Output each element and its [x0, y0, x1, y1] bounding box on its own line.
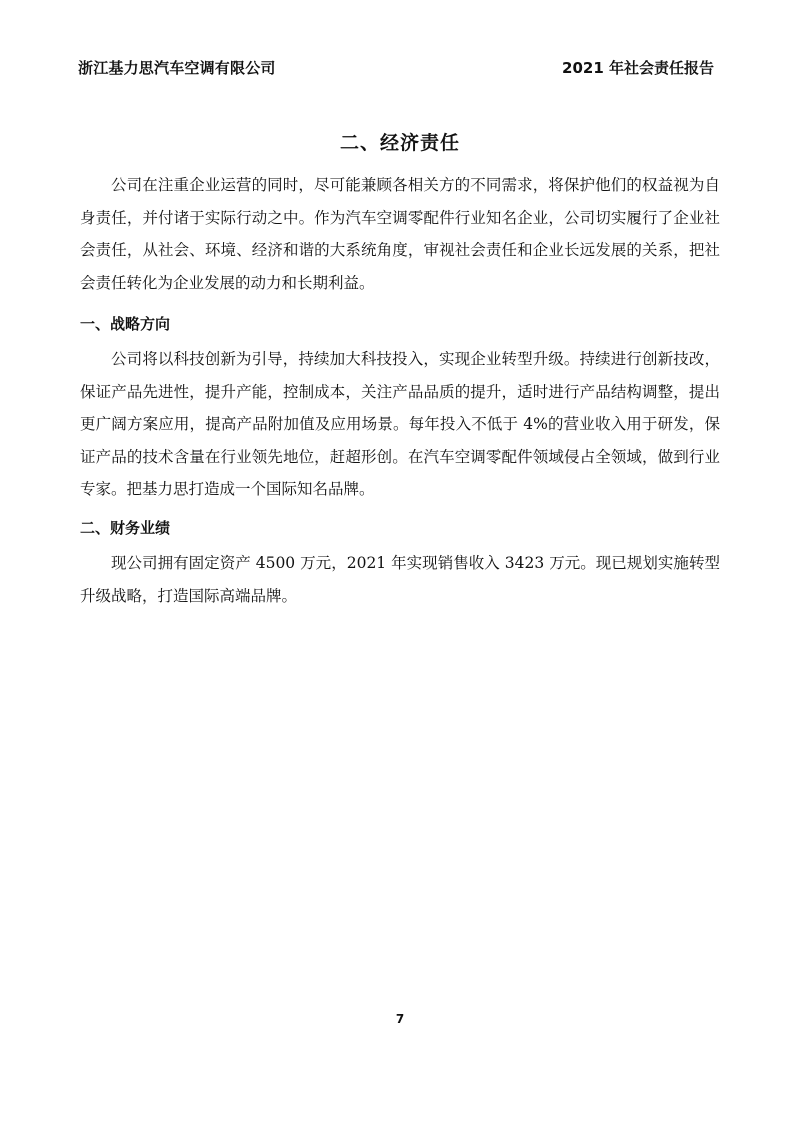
header-company-name: 浙江基力思汽车空调有限公司: [78, 59, 276, 77]
header-report-title: 2021 年社会责任报告: [562, 59, 714, 77]
page-title: 二、经济责任: [339, 132, 460, 154]
section-body-finance: 现公司拥有固定资产 4500 万元，2021 年实现销售收入 3423 万元。现已规划实施转型升级战略，打造国际高端品牌。: [80, 554, 720, 605]
intro-paragraph: 公司在注重企业运营的同时，尽可能兼顾各相关方的不同需求，将保护他们的权益视为自身责任，并付诸于实际行动之中。作为汽车空调零配件行业知名企业，公司切实履行了企业社会责任，从社会、环境、经济和谐的大系统角度，审视社会责任和企业长远发展的关系，把社会责任转化为企业发展的动力和长期利益。: [80, 176, 720, 292]
section-heading-strategy: 一、战略方向: [80, 315, 171, 333]
section-heading-finance: 二、财务业绩: [80, 519, 171, 537]
section-body-strategy: 公司将以科技创新为引导，持续加大科技投入，实现企业转型升级。持续进行创新技改，保证产品先进性，提升产能，控制成本，关注产品品质的提升，适时进行产品结构调整，提出更广阔方案应用，提高产品附加值及应用场景。每年投入不低于 4%的营业收入用于研发，保证产品的技术含量在行业领先地位，赶超形创。在汽车空调零配件领域侵占全领域，做到行业专家。把基力思打造成一个国际知名品牌。: [80, 350, 720, 499]
page-number: 7: [395, 1012, 405, 1026]
